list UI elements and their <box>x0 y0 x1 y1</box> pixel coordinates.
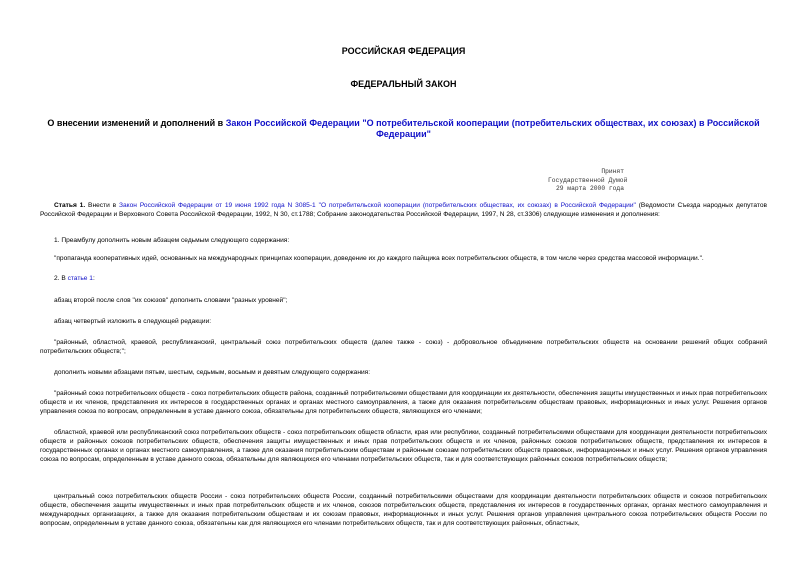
central-union-paragraph: центральный союз потребительских обществ России - союз потребительских обществ России, созданный потребительскими обществами для координации деятельности потребительских обществ и союзов потребительских обществ, обеспечения защиты имущественных и иных прав потребительских обществ и их членов, союзов потребительских обществ, представления их интересов в государственных органах, органах местного самоуправления и международных организациях, а также для оказания потребительским обществам и их союзам правовых, информационных и иных услуг. Решения органов управления центрального союза потребительских обществ России по вопросам, определенным в уставе данного союза, обязательны как для являющихся его членами потребительских обществ, так и для соответствующих районных, областных, <box>40 493 767 527</box>
subject-prefix: О внесении изменений и дополнений в <box>47 118 226 128</box>
adoption-note <box>548 168 628 194</box>
adoption-line-1: Принят <box>601 168 624 175</box>
item-2-suffix: : <box>92 275 95 282</box>
country-heading: РОССИЙСКАЯ ФЕДЕРАЦИЯ <box>341 46 466 56</box>
article-1-link[interactable]: статье 1 <box>67 275 93 282</box>
fourth-paragraph-amendment: абзац четвертый изложить в следующей редакции: <box>54 318 212 325</box>
regional-union-paragraph: областной, краевой или республиканский союз потребительских обществ - союз потребительских обществ области, края или республики, созданный потребительскими обществами для координации деятельности потребительских обществ и районных союзов потребительских обществ, обеспечения защиты имущественных и иных прав потребительских обществ и их членов, районных союзов потребительских обществ, представления их интересов в государственных органах и органах местного самоуправления, а также для оказания потребительским обществам и районным союзам потребительских обществ правовых, информационных и иных услуг. Решения органов управления союза по вопросам, определенным в уставе данного союза, обязательны для являющихся его членами потребительских обществ, так и для соответствующих районных союзов потребительских обществ; <box>40 429 767 463</box>
item-1-paragraph: 1. Преамбулу дополнить новым абзацем седьмым следующего содержания: <box>54 237 290 244</box>
law-3085-1-link[interactable]: Закон Российской Федерации от 19 июня 1992 года N 3085-1 "О потребительской кооперации (потребительских обществах, их союзах) в Российской Федерации" <box>119 202 636 209</box>
article-1-text-end: (Ведомости Съезда народных депутатов Российской Федерации и Верховного Совета Российской Федерации, 1992, N 30, ст.1788; Собрание законодательства Российской Федерации, 1997, N 28, ст.3306) следующие изменения и дополнения: <box>40 202 767 218</box>
second-paragraph-amendment: абзац второй после слов "их союзов" дополнить словами "разных уровней"; <box>54 297 288 304</box>
quote-2-paragraph: "районный, областной, краевой, республиканский, центральный союз потребительских обществ (далее также - союз) - добровольное объединение потребительских обществ на основании решений общих собраний потребительских обществ;"; <box>40 339 767 355</box>
district-union-paragraph: "районный союз потребительских обществ - союз потребительских обществ района, созданный потребительскими обществами для координации их деятельности, обеспечения защиты имущественных и иных прав потребительских обществ и их членов, представления их интересов в государственных органах и органах местного самоуправления, а также для оказания потребительским обществам правовых, информационных и иных услуг. Решения органов управления союза по вопросам, определенным в уставе данного союза, обязательны для потребительских обществ, являющихся его членами; <box>40 390 767 415</box>
add-paragraphs-instruction: дополнить новыми абзацами пятым, шестым, седьмым, восьмым и девятым следующего содержания: <box>54 369 371 376</box>
article-1-paragraph <box>40 201 767 219</box>
law-type-heading: ФЕДЕРАЛЬНЫЙ ЗАКОН <box>350 79 457 89</box>
item-2-prefix: 2. В <box>54 275 68 282</box>
article-1-text-start: Внести в <box>85 202 120 209</box>
amended-law-link[interactable]: Закон Российской Федерации "О потребительской кооперации (потребительских обществах, их союзах) в Российской Федерации" <box>225 118 760 139</box>
law-subject-title <box>40 118 767 140</box>
article-1-label: Статья 1. <box>54 202 86 209</box>
adoption-line-3: 29 марта 2000 года <box>555 185 624 193</box>
adoption-line-2: Государственной Думой <box>548 176 628 184</box>
item-2-paragraph <box>54 274 767 283</box>
quote-1-paragraph: "пропаганда кооперативных идей, основанных на международных принципах кооперации, доведение их до каждого пайщика всех потребительских обществ, в том числе через средства массовой информации.". <box>54 255 704 262</box>
